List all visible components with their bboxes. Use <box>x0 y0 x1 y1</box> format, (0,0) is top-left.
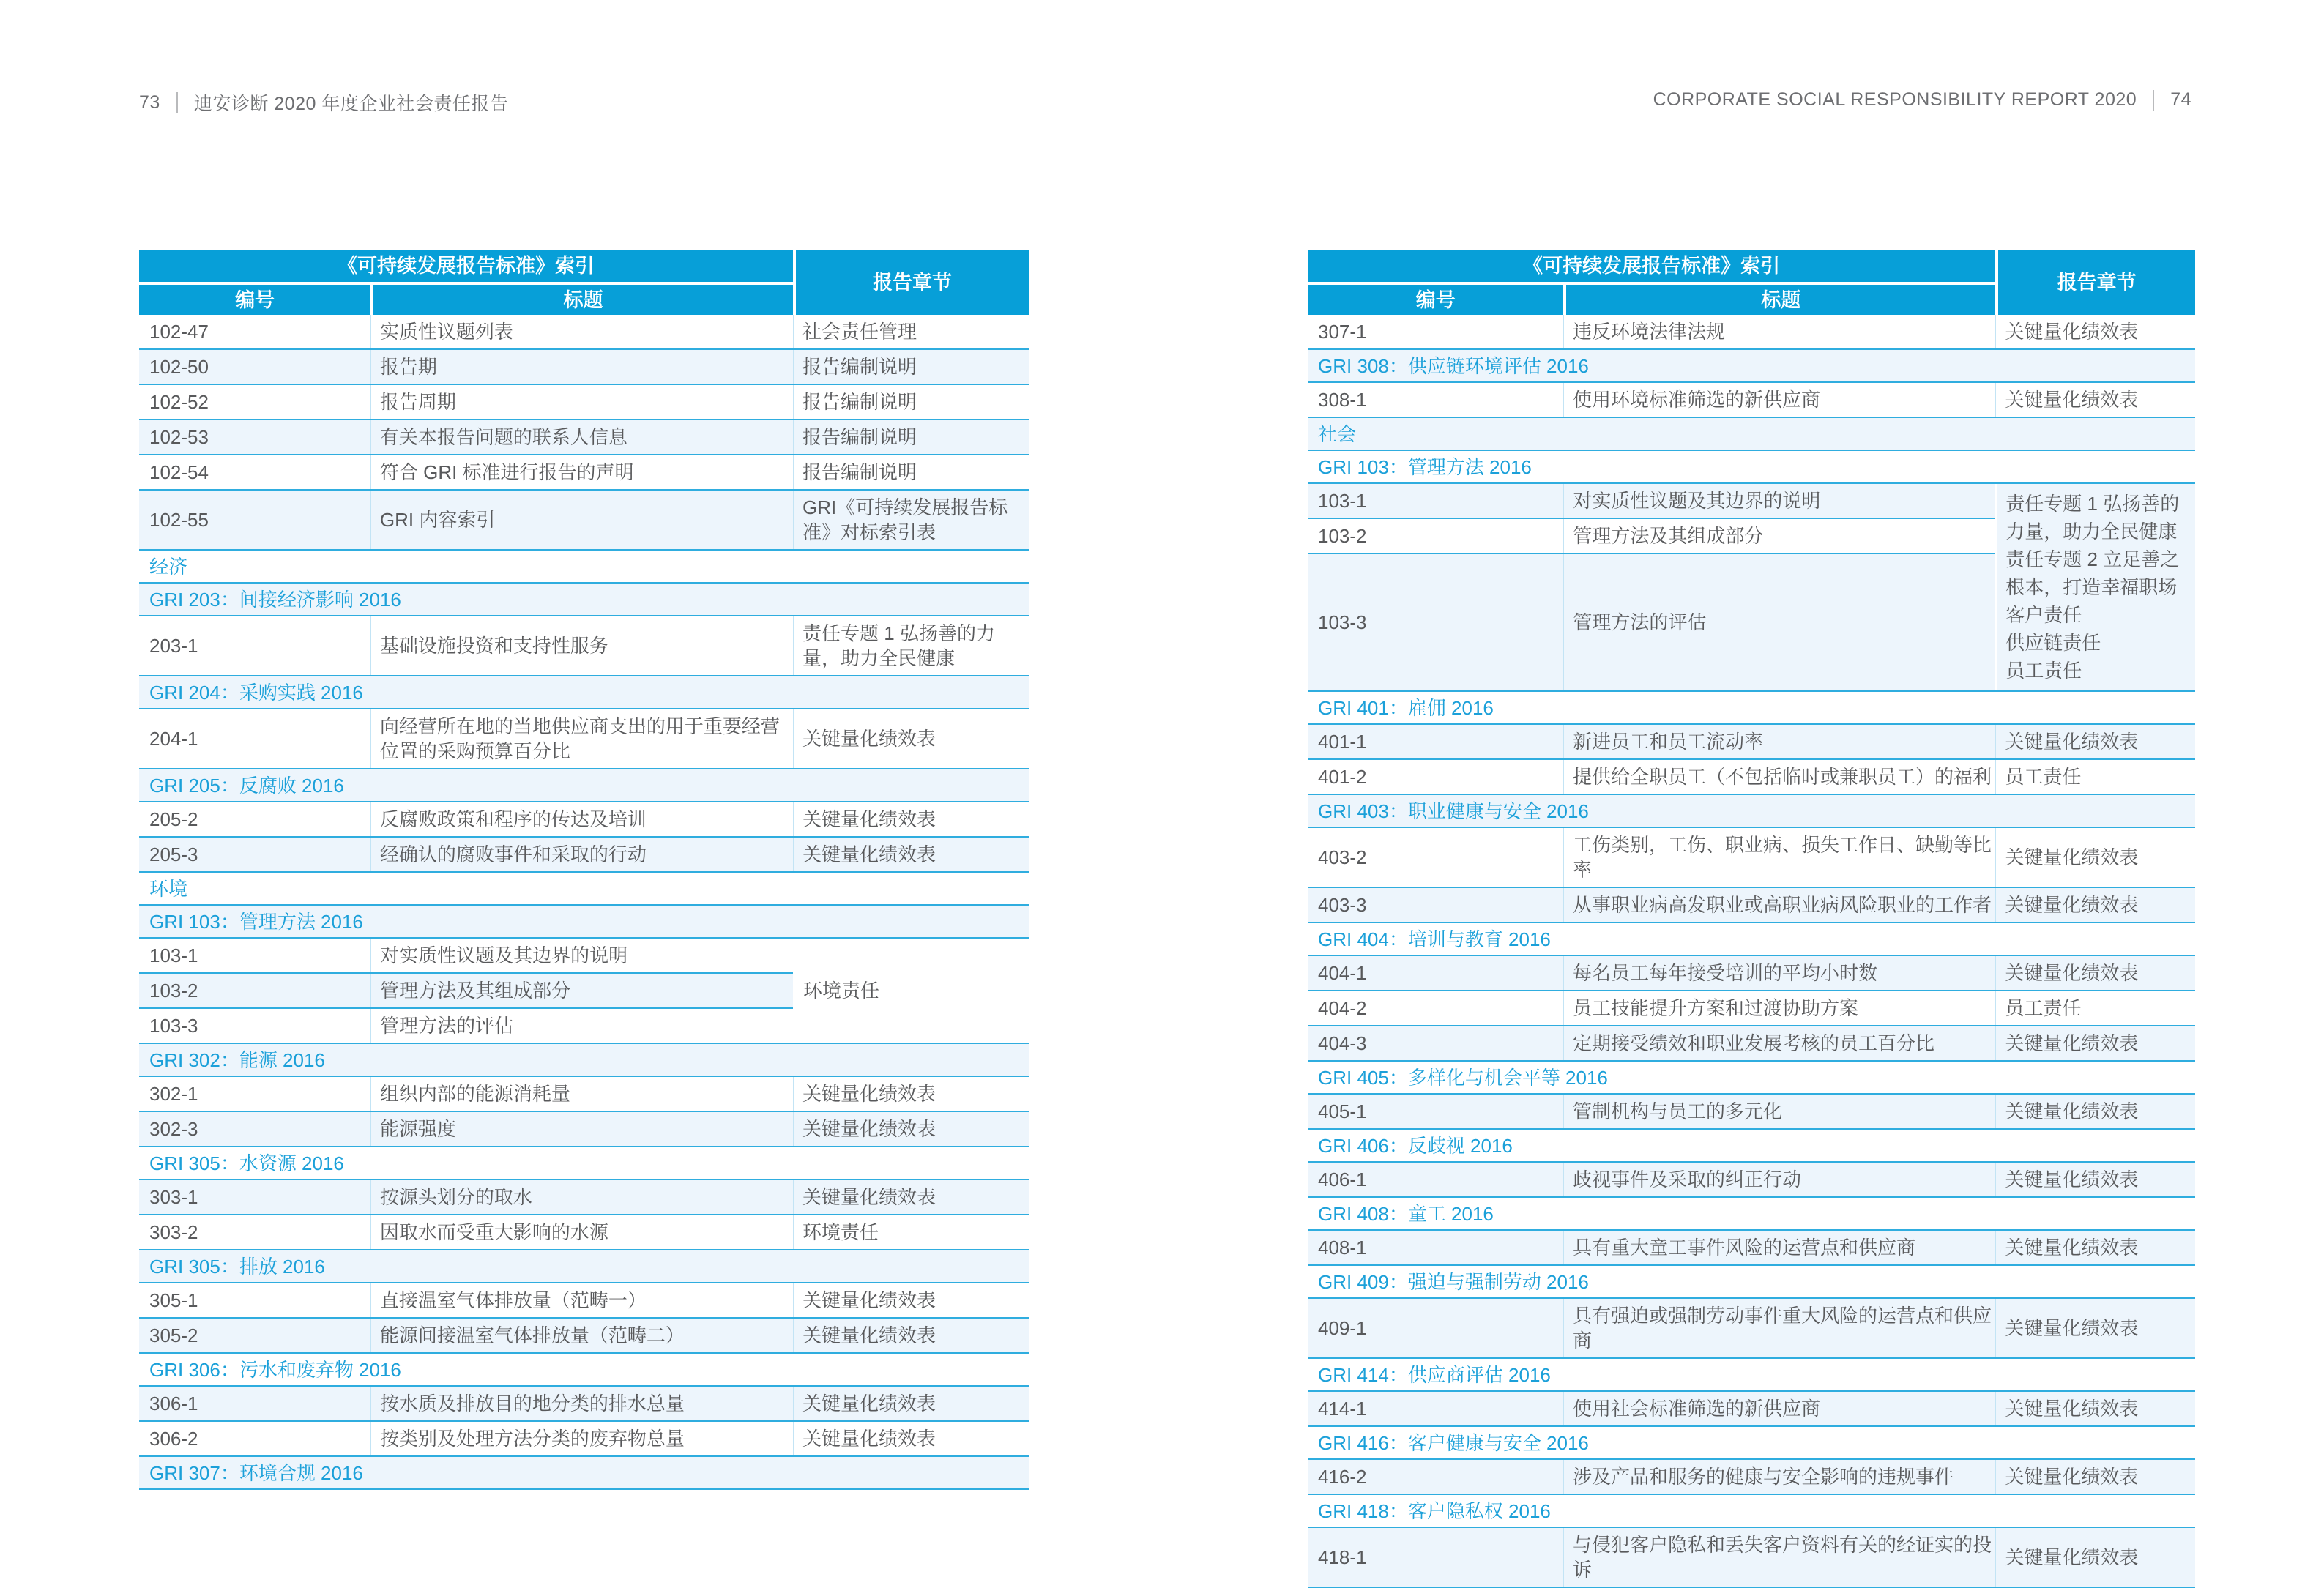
row-number-cell: 103-1 <box>149 944 198 966</box>
row-title-cell: 使用环境标准筛选的新供应商 <box>1563 383 1995 417</box>
header-divider <box>176 92 178 113</box>
row-number-cell: 405-1 <box>1318 1100 1367 1122</box>
table-row <box>1308 888 2195 923</box>
group-rows <box>1308 484 1995 690</box>
row-chapter-cell: 关键量化绩效表 <box>1995 1392 2195 1425</box>
row-number-cell: 302-1 <box>149 1083 198 1105</box>
table-row <box>1308 1231 2195 1266</box>
row-title-cell: 管理方法的评估 <box>370 1009 793 1043</box>
row-number-cell: 409-1 <box>1318 1317 1367 1339</box>
row-title-cell: 基础设施投资和支持性服务 <box>370 616 793 675</box>
row-title-cell: 报告周期 <box>370 385 793 419</box>
row-chapter-cell: 关键量化绩效表 <box>793 838 1029 871</box>
table-row <box>139 491 1029 551</box>
table-row <box>1308 956 2195 991</box>
row-title-cell: 提供给全职员工（不包括临时或兼职员工）的福利 <box>1563 760 1995 794</box>
row-number-cell: 303-1 <box>149 1186 198 1208</box>
row-chapter-cell: GRI《可持续发展报告标准》对标索引表 <box>793 491 1029 549</box>
table-row <box>139 1319 1029 1354</box>
row-number-cell: 102-54 <box>149 461 209 483</box>
row-number-cell: 102-50 <box>149 356 209 378</box>
merged-chapter-cell <box>793 939 1029 1043</box>
row-chapter-cell: 员工责任 <box>1995 760 2195 794</box>
chapter-line: 责任专题 2 立足善之根本，打造幸福职场 <box>2005 548 2180 598</box>
section-row: GRI 403：职业健康与安全 2016 <box>1308 795 2195 828</box>
table-header-row <box>139 250 1029 315</box>
section-row: GRI 103：管理方法 2016 <box>1308 451 2195 484</box>
row-chapter-cell: 报告编制说明 <box>793 420 1029 454</box>
table-row <box>139 385 1029 420</box>
row-chapter-cell: 关键量化绩效表 <box>793 1077 1029 1111</box>
gri-index-table-right <box>1308 250 2195 1588</box>
row-number-cell: 103-3 <box>149 1015 198 1037</box>
page-header-left <box>139 89 508 116</box>
table-row <box>1308 1299 2195 1359</box>
row-number-cell: 306-1 <box>149 1393 198 1414</box>
row-number-cell: 102-55 <box>149 509 209 531</box>
table-header-left <box>1308 250 1998 315</box>
table-row <box>1308 1095 2195 1130</box>
section-row: GRI 305：水资源 2016 <box>139 1147 1029 1180</box>
chapter-line: 员工责任 <box>2005 660 2082 682</box>
row-number-cell: 401-1 <box>1318 731 1367 753</box>
number-column-header: 编号 <box>1308 285 1566 315</box>
row-number-cell: 404-1 <box>1318 962 1367 984</box>
table-row <box>1308 1460 2195 1495</box>
row-title-cell: 有关本报告问题的联系人信息 <box>370 420 793 454</box>
row-title-cell: 与侵犯客户隐私和丢失客户资料有关的经证实的投诉 <box>1563 1528 1995 1587</box>
row-chapter-cell: 关键量化绩效表 <box>1995 1299 2195 1357</box>
row-title-cell: 直接温室气体排放量（范畴一） <box>370 1283 793 1317</box>
table-row <box>139 1387 1029 1422</box>
table-row <box>1308 554 1995 690</box>
section-row: 社会 <box>1308 418 2195 451</box>
row-chapter-cell: 关键量化绩效表 <box>1995 888 2195 922</box>
table-header-row <box>1308 250 2195 315</box>
section-row: GRI 416：客户健康与安全 2016 <box>1308 1427 2195 1460</box>
table-row <box>139 939 793 974</box>
row-title-cell: 员工技能提升方案和过渡协助方案 <box>1563 991 1995 1025</box>
section-row: GRI 404：培训与教育 2016 <box>1308 923 2195 956</box>
row-number-cell: 102-53 <box>149 426 209 448</box>
row-number-cell: 403-3 <box>1318 894 1367 916</box>
row-title-cell: 能源强度 <box>370 1112 793 1146</box>
table-row <box>1308 991 2195 1026</box>
table-row <box>139 1215 1029 1250</box>
row-chapter-cell: 关键量化绩效表 <box>793 802 1029 836</box>
row-number-cell: 103-3 <box>1318 611 1367 633</box>
row-chapter-cell: 关键量化绩效表 <box>1995 1163 2195 1196</box>
row-chapter-cell: 报告编制说明 <box>793 455 1029 489</box>
section-row: GRI 408：童工 2016 <box>1308 1198 2195 1231</box>
report-title-cn: 迪安诊断 2020 年度企业社会责任报告 <box>193 94 509 114</box>
row-title-cell: 新进员工和员工流动率 <box>1563 725 1995 758</box>
table-row <box>139 1009 793 1043</box>
row-chapter-cell: 关键量化绩效表 <box>1995 315 2195 348</box>
merged-chapter-cell <box>1995 484 2195 690</box>
table-row <box>1308 1026 2195 1062</box>
row-number-cell: 418-1 <box>1318 1546 1367 1568</box>
row-chapter-cell: 关键量化绩效表 <box>1995 1026 2195 1060</box>
page-header-right <box>1653 89 2191 111</box>
row-title-cell: 按水质及排放目的地分类的排水总量 <box>370 1387 793 1420</box>
row-title-cell: 按源头划分的取水 <box>370 1180 793 1214</box>
table-row <box>1308 519 1995 554</box>
row-title-cell: 涉及产品和服务的健康与安全影响的违规事件 <box>1563 1460 1995 1494</box>
row-chapter-cell: 关键量化绩效表 <box>1995 1095 2195 1128</box>
row-chapter-cell: 关键量化绩效表 <box>1995 725 2195 758</box>
row-number-cell: 103-2 <box>1318 525 1367 547</box>
row-number-cell: 102-52 <box>149 391 209 413</box>
row-chapter-cell: 环境责任 <box>793 1215 1029 1249</box>
table-row <box>139 616 1029 676</box>
row-title-cell: 经确认的腐败事件和采取的行动 <box>370 838 793 871</box>
row-title-cell: 违反环境法律法规 <box>1563 315 1995 348</box>
section-row: GRI 405：多样化与机会平等 2016 <box>1308 1062 2195 1095</box>
row-title-cell: 因取水而受重大影响的水源 <box>370 1215 793 1249</box>
row-number-cell: 102-47 <box>149 321 209 343</box>
row-number-cell: 414-1 <box>1318 1398 1367 1420</box>
section-row: GRI 204：采购实践 2016 <box>139 676 1029 709</box>
table-row <box>139 1283 1029 1319</box>
row-chapter-cell: 关键量化绩效表 <box>793 1180 1029 1214</box>
table-row <box>139 420 1029 455</box>
table-row <box>139 1180 1029 1215</box>
section-row: GRI 409：强迫与强制劳动 2016 <box>1308 1266 2195 1299</box>
row-chapter-cell: 关键量化绩效表 <box>793 1319 1029 1352</box>
section-row: GRI 305：排放 2016 <box>139 1250 1029 1283</box>
group-rows <box>139 939 793 1043</box>
chapter-line: 责任专题 1 弘扬善的力量，助力全民健康 <box>2005 493 2180 543</box>
table-row-group <box>139 939 1029 1044</box>
table-row <box>139 315 1029 350</box>
gri-index-table-left <box>139 250 1029 1490</box>
row-number-cell: 403-2 <box>1318 846 1367 868</box>
row-chapter-cell: 关键量化绩效表 <box>793 709 1029 768</box>
row-title-cell: 对实质性议题及其边界的说明 <box>1563 484 1995 518</box>
section-row: GRI 205：反腐败 2016 <box>139 769 1029 802</box>
row-chapter-cell: 关键量化绩效表 <box>1995 1528 2195 1587</box>
row-number-cell: 205-3 <box>149 843 198 865</box>
chapter-column-header: 报告章节 <box>873 271 952 294</box>
row-title-cell: 组织内部的能源消耗量 <box>370 1077 793 1111</box>
row-title-cell: 具有强迫或强制劳动事件重大风险的运营点和供应商 <box>1563 1299 1995 1357</box>
row-chapter-cell: 关键量化绩效表 <box>1995 1231 2195 1264</box>
row-title-cell: GRI 内容索引 <box>370 491 793 549</box>
table-row <box>1308 828 2195 888</box>
row-chapter-cell: 员工责任 <box>1995 991 2195 1025</box>
row-title-cell: 具有重大童工事件风险的运营点和供应商 <box>1563 1231 1995 1264</box>
row-chapter-cell: 关键量化绩效表 <box>793 1283 1029 1317</box>
row-chapter-cell: 关键量化绩效表 <box>793 1112 1029 1146</box>
row-title-cell: 反腐败政策和程序的传达及培训 <box>370 802 793 836</box>
row-chapter-cell: 关键量化绩效表 <box>1995 956 2195 990</box>
row-title-cell: 报告期 <box>370 350 793 384</box>
row-number-cell: 408-1 <box>1318 1237 1367 1259</box>
row-number-cell: 303-2 <box>149 1221 198 1243</box>
row-chapter-cell: 关键量化绩效表 <box>1995 828 2195 887</box>
title-column-header: 标题 <box>563 288 603 311</box>
row-number-cell: 205-2 <box>149 808 198 830</box>
number-column-header: 编号 <box>139 285 373 315</box>
table-row <box>1308 383 2195 418</box>
table-row <box>1308 1392 2195 1427</box>
row-number-cell: 306-2 <box>149 1428 198 1450</box>
row-number-cell: 404-3 <box>1318 1032 1367 1054</box>
row-number-cell: 401-2 <box>1318 766 1367 788</box>
row-number-cell: 404-2 <box>1318 997 1367 1019</box>
row-chapter-cell: 关键量化绩效表 <box>1995 383 2195 417</box>
row-number-cell: 103-2 <box>149 980 198 1002</box>
row-number-cell: 203-1 <box>149 635 198 657</box>
row-number-cell: 307-1 <box>1318 321 1367 343</box>
table-row <box>139 455 1029 491</box>
table-row <box>1308 1163 2195 1198</box>
row-number-cell: 406-1 <box>1318 1168 1367 1190</box>
row-title-cell: 符合 GRI 标准进行报告的声明 <box>370 455 793 489</box>
header-divider <box>2153 90 2154 111</box>
row-title-cell: 管制机构与员工的多元化 <box>1563 1095 1995 1128</box>
chapter-line: 供应链责任 <box>2005 632 2101 654</box>
table-row <box>139 1422 1029 1457</box>
table-header-subrow <box>1308 285 1995 315</box>
row-number-cell: 305-1 <box>149 1289 198 1311</box>
row-title-cell: 每名员工每年接受培训的平均小时数 <box>1563 956 1995 990</box>
table-row <box>139 1077 1029 1112</box>
section-row: GRI 302：能源 2016 <box>139 1044 1029 1077</box>
table-row <box>1308 315 2195 350</box>
row-number-cell: 308-1 <box>1318 389 1367 411</box>
row-title-cell: 使用社会标准筛选的新供应商 <box>1563 1392 1995 1425</box>
row-title-cell: 定期接受绩效和职业发展考核的员工百分比 <box>1563 1026 1995 1060</box>
row-title-cell: 按类别及处理方法分类的废弃物总量 <box>370 1422 793 1455</box>
row-title-cell: 对实质性议题及其边界的说明 <box>370 939 793 972</box>
section-row: 经济 <box>139 551 1029 584</box>
row-chapter-cell: 责任专题 1 弘扬善的力量，助力全民健康 <box>793 616 1029 675</box>
row-chapter-cell: 关键量化绩效表 <box>793 1387 1029 1420</box>
row-title-cell: 管理方法及其组成部分 <box>1563 519 1995 553</box>
table-row <box>139 838 1029 873</box>
row-chapter-cell: 关键量化绩效表 <box>1995 1460 2195 1494</box>
row-number-cell: 103-1 <box>1318 490 1367 512</box>
section-row: GRI 203：间接经济影响 2016 <box>139 584 1029 616</box>
section-row: GRI 103：管理方法 2016 <box>139 906 1029 939</box>
row-number-cell: 302-3 <box>149 1118 198 1140</box>
row-chapter-cell: 报告编制说明 <box>793 350 1029 384</box>
table-row <box>1308 725 2195 760</box>
row-chapter-cell: 报告编制说明 <box>793 385 1029 419</box>
section-row: GRI 414：供应商评估 2016 <box>1308 1359 2195 1392</box>
section-row: GRI 307：环境合规 2016 <box>139 1457 1029 1490</box>
row-chapter-cell: 关键量化绩效表 <box>793 1422 1029 1455</box>
index-title-cell: 《可持续发展报告标准》索引 <box>1308 250 1995 285</box>
table-row <box>1308 484 1995 519</box>
row-title-cell: 实质性议题列表 <box>370 315 793 348</box>
section-row: GRI 401：雇佣 2016 <box>1308 692 2195 725</box>
table-row <box>139 974 793 1009</box>
row-number-cell: 416-2 <box>1318 1466 1367 1488</box>
row-number-cell: 305-2 <box>149 1324 198 1346</box>
table-row <box>139 1112 1029 1147</box>
chapter-line: 环境责任 <box>803 980 880 1002</box>
section-row: GRI 418：客户隐私权 2016 <box>1308 1495 2195 1528</box>
table-row <box>1308 1528 2195 1588</box>
section-row: GRI 306：污水和废弃物 2016 <box>139 1354 1029 1387</box>
row-title-cell: 歧视事件及采取的纠正行动 <box>1563 1163 1995 1196</box>
page-number-left: 73 <box>139 92 160 113</box>
chapter-column-header: 报告章节 <box>2057 271 2137 294</box>
row-title-cell: 管理方法及其组成部分 <box>370 974 793 1007</box>
report-title-en: CORPORATE SOCIAL RESPONSIBILITY REPORT 2020 <box>1653 89 2137 110</box>
table-header-subrow <box>139 285 793 315</box>
table-row-group <box>1308 484 2195 692</box>
row-chapter-cell: 社会责任管理 <box>793 315 1029 348</box>
row-title-cell: 向经营所在地的当地供应商支出的用于重要经营位置的采购预算百分比 <box>370 709 793 768</box>
section-row: 环境 <box>139 873 1029 906</box>
row-title-cell: 从事职业病高发职业或高职业病风险职业的工作者 <box>1563 888 1995 922</box>
table-header-left <box>139 250 796 315</box>
table-row <box>139 350 1029 385</box>
row-title-cell: 工伤类别，工伤、职业病、损失工作日、缺勤等比率 <box>1563 828 1995 887</box>
table-row <box>1308 760 2195 795</box>
section-row: GRI 308：供应链环境评估 2016 <box>1308 350 2195 383</box>
row-number-cell: 204-1 <box>149 728 198 750</box>
section-row: GRI 406：反歧视 2016 <box>1308 1130 2195 1163</box>
chapter-line: 客户责任 <box>2005 604 2082 626</box>
row-title-cell: 能源间接温室气体排放量（范畴二） <box>370 1319 793 1352</box>
page-number-right: 74 <box>2170 89 2191 110</box>
title-column-header: 标题 <box>1761 288 1801 311</box>
index-title-cell: 《可持续发展报告标准》索引 <box>139 250 793 285</box>
table-row <box>139 802 1029 838</box>
table-row <box>139 709 1029 769</box>
row-title-cell: 管理方法的评估 <box>1563 554 1995 690</box>
